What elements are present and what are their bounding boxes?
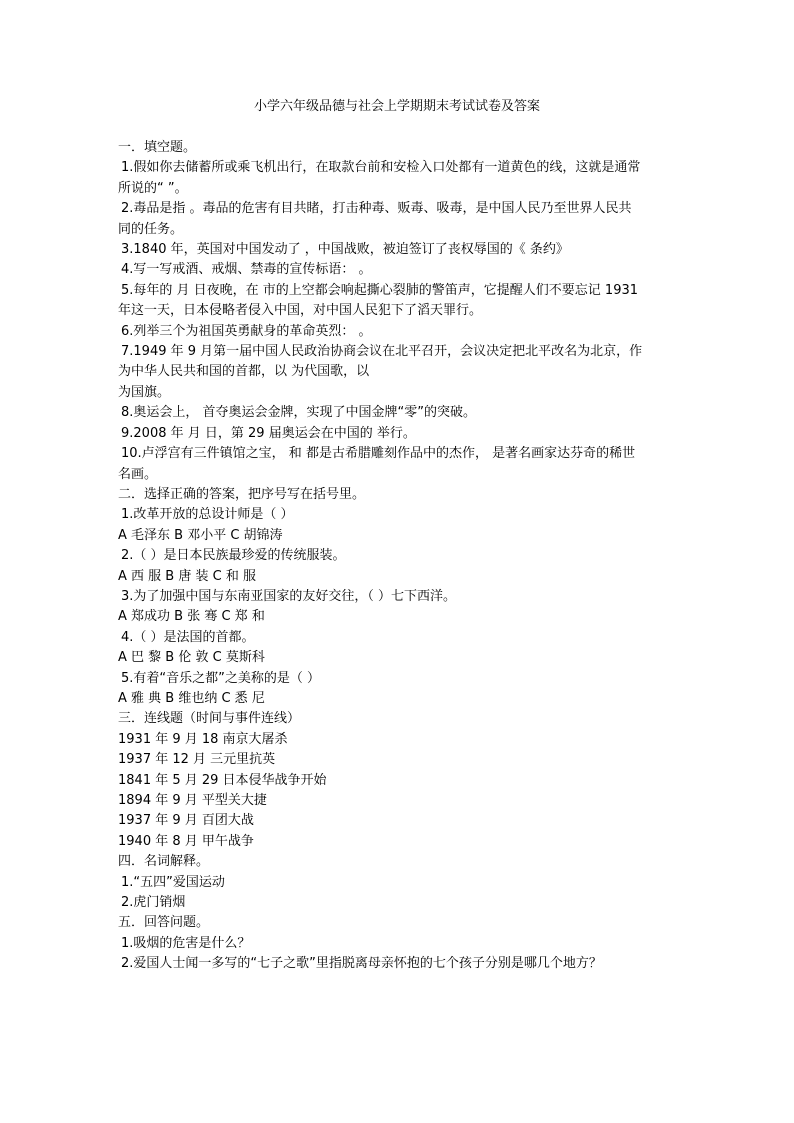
question-line: 2.爱国人士闻一多写的“七子之歌”里指脱离母亲怀抱的七个孩子分别是哪几个地方？ [121, 956, 602, 972]
text-line: 1931 年 9 月 18 南京大屠杀 [118, 731, 288, 747]
text-line: 1894 年 9 月 平型关大捷 [118, 793, 267, 808]
text-line: A 西 服 B 唐 装 C 和 服 [118, 568, 256, 584]
text-line: 1841 年 5 月 29 日本侵华战争开始 [118, 772, 327, 788]
text-line: 年这一天，日本侵略者侵入中国，对中国人民犯下了滔天罪行。 [118, 303, 483, 319]
text-line: 同的任务。 [118, 221, 184, 237]
question-line: 1.“五四”爱国运动 [121, 874, 225, 890]
question-line: 3.1840 年，英国对中国发动了 ，中国战败，被迫签订了丧权辱国的《 条约》 [121, 242, 569, 258]
text-line: 1940 年 8 月 甲午战争 [118, 833, 254, 849]
text-line: A 毛泽东 B 邓小平 C 胡锦涛 [118, 527, 283, 543]
text-line: 1937 年 12 月 三元里抗英 [118, 752, 276, 768]
text-line: 为国旗。 [118, 384, 171, 400]
text-line: 1937 年 9 月 百团大战 [118, 813, 254, 829]
question-line: 5.有着“音乐之都”之美称的是（ ） [121, 670, 321, 686]
question-line: 4.写一写戒酒、戒烟、禁毒的宣传标语： 。 [121, 262, 372, 278]
text-line: 为中华人民共和国的首都，以 为代国歌，以 [118, 364, 370, 380]
question-line: 2.虎门销烟 [121, 895, 186, 911]
section-heading: 一．填空题。 [118, 140, 197, 155]
section-heading: 二．选择正确的答案，把序号写在括号里。 [118, 486, 366, 502]
question-line: 2.（ ）是日本民族最珍爱的传统服装。 [121, 548, 346, 564]
question-line: 10.卢浮宫有三件镇馆之宝， 和 都是古希腊雕刻作品中的杰作， 是著名画家达芬奇的稀世 [121, 446, 636, 462]
page-title: 小学六年级品德与社会上学期期末考试试卷及答案 [253, 99, 540, 114]
text-line: 所说的“ ”。 [118, 180, 188, 196]
section-heading: 五．回答问题。 [118, 915, 210, 931]
section-heading: 三．连线题（时间与事件连线） [118, 711, 301, 727]
question-line: 6.列举三个为祖国英勇献身的革命英烈： 。 [121, 323, 372, 339]
section-heading: 四．名词解释。 [118, 854, 210, 870]
question-line: 2.毒品是指 。毒品的危害有目共睹，打击种毒、贩毒、吸毒，是中国人民乃至世界人民共 [121, 201, 632, 217]
question-line: 5.每年的 月 日夜晚，在 市的上空都会响起撕心裂肺的警笛声，它提醒人们不要忘记 1931 [121, 282, 639, 298]
question-line: 8.奥运会上， 首夺奥运会金牌，实现了中国金牌“零”的突破。 [121, 405, 477, 421]
question-line: 1.假如你去储蓄所或乘飞机出行，在取款台前和安检入口处都有一道黄色的线，这就是通常 [121, 160, 641, 176]
question-line: 7.1949 年 9 月第一届中国人民政治协商会议在北平召开，会议决定把北平改名为北京，作 [121, 344, 643, 360]
question-line: 9.2008 年 月 日，第 29 届奥运会在中国的 举行。 [121, 425, 416, 441]
question-line: 4.（ ）是法国的首都。 [121, 629, 255, 645]
text-line: A 巴 黎 B 伦 敦 C 莫斯科 [118, 650, 265, 666]
question-line: 3.为了加强中国与东南亚国家的友好交往，（ ）七下西洋。 [121, 588, 457, 604]
text-line: A 郑成功 B 张 骞 C 郑 和 [118, 609, 265, 625]
exam-content [118, 138, 650, 975]
question-line: 1.吸烟的危害是什么？ [121, 935, 251, 951]
text-line: A 雅 典 B 维也纳 C 悉 尼 [118, 690, 265, 706]
text-line: 名画。 [118, 466, 158, 482]
question-line: 1.改革开放的总设计师是（ ） [121, 507, 294, 523]
